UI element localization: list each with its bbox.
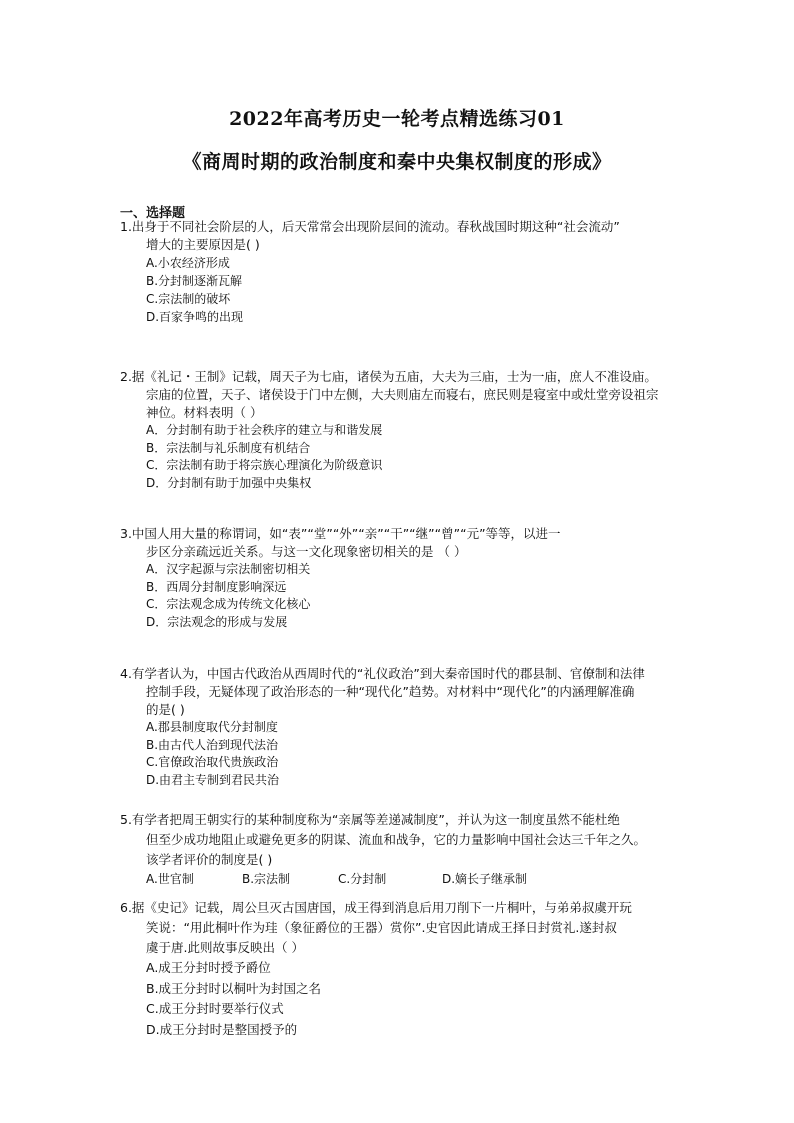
question-stem (120, 810, 700, 870)
stem-line: 宗庙的位置，天子、诸侯设于门中左侧，大夫则庙左而寝右，庶民则是寝室中或灶堂旁设祖宗 (146, 387, 659, 402)
stem-line: 增大的主要原因是( ) (146, 237, 260, 252)
option-a: A.成王分封时授予爵位 (146, 960, 271, 975)
option-d: D.嫡长子继承制 (442, 872, 528, 886)
document-title: 2022年高考历史一轮考点精选练习01 (229, 108, 565, 130)
stem-line: 虞于唐.此则故事反映出（ ） (146, 940, 304, 955)
question-3 (120, 525, 700, 631)
stem-line: 神位。材料表明（ ） (146, 405, 263, 420)
question-4 (120, 665, 700, 789)
stem-line: 1.出身于不同社会阶层的人，后天常常会出现阶层间的流动。春秋战国时期这种“社会流动” (120, 219, 620, 234)
stem-line: 步区分亲疏远近关系。与这一文化现象密切相关的是 （ ） (146, 544, 467, 559)
section-heading: 一、选择题 (120, 206, 186, 221)
option-c: C.分封制 (338, 872, 387, 886)
question-6 (120, 898, 700, 1040)
stem-line: 2.据《礼记・王制》记载，周天子为七庙，诸侯为五庙，大夫为三庙，士为一庙，庶人不准设庙。 (120, 369, 657, 384)
question-stem (120, 218, 700, 254)
question-2 (120, 368, 700, 492)
option-c: C.成王分封时要举行仪式 (146, 1001, 284, 1016)
option-c: C．宗法制有助于将宗族心理演化为阶级意识 (146, 458, 383, 472)
option-c: C．宗法观念成为传统文化核心 (146, 597, 311, 611)
option-c: C.宗法制的破坏 (146, 292, 231, 306)
option-list (120, 254, 700, 326)
stem-line: 4.有学者认为，中国古代政治从西周时代的“礼仪政治”到大秦帝国时代的郡县制、官僚制和法律 (120, 666, 645, 681)
option-b: B.宗法制 (242, 872, 291, 886)
question-stem (120, 898, 700, 958)
question-stem (120, 665, 700, 719)
option-list (120, 422, 700, 492)
question-stem (120, 525, 700, 561)
option-b: B.成王分封时以桐叶为封国之名 (146, 980, 322, 996)
document-subtitle: 《商周时期的政治制度和秦中央集权制度的形成》 (182, 151, 612, 173)
option-d: D.成王分封时是整国授予的 (146, 1021, 298, 1037)
stem-line: 笑说：“用此桐叶作为珪（象征爵位的王器）赏你”.史官因此请成王择日封赏礼.遂封叔 (146, 920, 617, 935)
option-a: A．汉字起源与宗法制密切相关 (146, 562, 311, 576)
option-c: C.官僚政治取代贵族政治 (146, 755, 279, 769)
stem-line: 5.有学者把周王朝实行的某种制度称为“亲属等差递减制度”，并认为这一制度虽然不能杜绝 (120, 812, 620, 827)
question-1 (120, 218, 700, 326)
stem-line: 3.中国人用大量的称谓词，如“表”“堂”“外”“亲”“干”“继”“曾”“元”等等，以进一 (120, 526, 561, 541)
option-list (120, 719, 700, 789)
option-b: B.由古代人治到现代法治 (146, 737, 279, 752)
option-d: D．宗法观念的形成与发展 (146, 614, 288, 629)
option-a: A.世官制 (146, 872, 194, 886)
stem-line: 6.据《史记》记载，周公旦灭古国唐国，成王得到消息后用刀削下一片桐叶，与弟弟叔虞开玩 (120, 900, 632, 915)
stem-line: 该学者评价的制度是( ) (146, 852, 273, 867)
option-a: A．分封制有助于社会秩序的建立与和谐发展 (146, 423, 383, 437)
option-b: B．宗法制与礼乐制度有机结合 (146, 440, 311, 455)
question-5 (120, 810, 700, 888)
option-a: A.郡县制度取代分封制度 (146, 720, 278, 734)
question-stem (120, 368, 700, 422)
option-d: D.百家争鸣的出现 (146, 310, 244, 324)
stem-line: 但至少成功地阻止或避免更多的阴谋、流血和战争，它的力量影响中国社会达三千年之久。 (146, 832, 647, 847)
stem-line: 控制手段，无疑体现了政治形态的一种“现代化”趋势。对材料中“现代化”的内涵理解准确 (146, 684, 635, 699)
option-a: A.小农经济形成 (146, 256, 230, 270)
option-b: B.分封制逐渐瓦解 (146, 274, 243, 288)
option-list (120, 870, 700, 888)
option-list (120, 561, 700, 631)
option-d: D．分封制有助于加强中央集权 (146, 475, 312, 490)
option-list (120, 958, 700, 1040)
option-b: B．西周分封制度影响深远 (146, 579, 287, 594)
stem-line: 的是( ) (146, 702, 185, 717)
option-d: D.由君主专制到君民共治 (146, 772, 280, 787)
